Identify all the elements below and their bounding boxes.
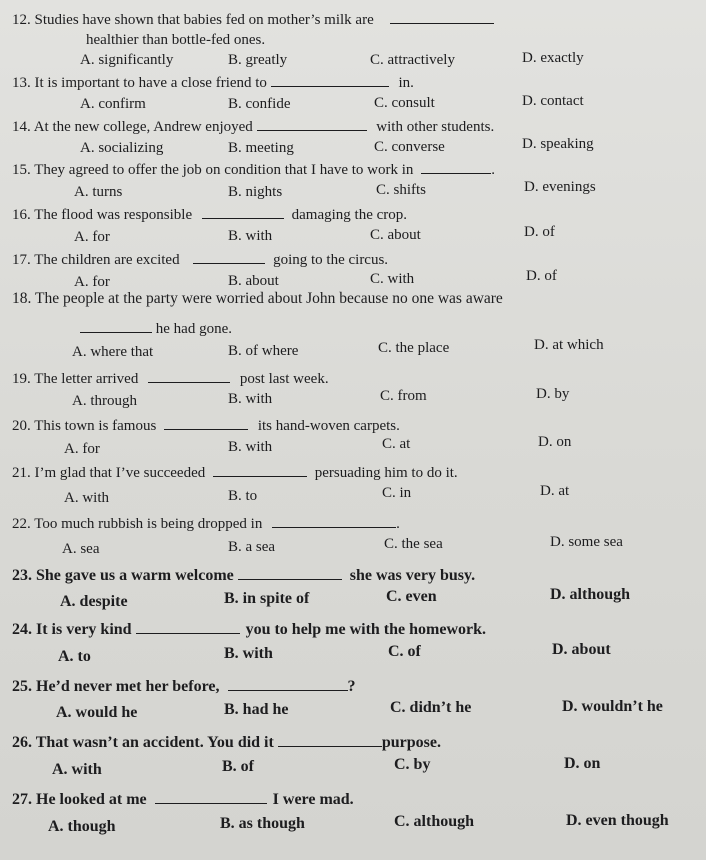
question-stem [12, 789, 698, 809]
answer-blank[interactable] [155, 789, 267, 804]
question-text: She gave us a warm welcome [36, 567, 234, 584]
question-text: It is important to have a close friend to [34, 75, 267, 91]
question-text-after: . [491, 162, 495, 178]
option-d[interactable]: D. speaking [522, 136, 594, 152]
answer-blank[interactable] [257, 116, 367, 131]
question-stem [12, 249, 698, 269]
option-a[interactable]: A. socializing [80, 140, 164, 156]
option-b[interactable]: B. of where [228, 343, 299, 359]
question-stem [12, 204, 698, 224]
question-text: The flood was responsible [34, 207, 193, 223]
question-continuation: healthier than bottle-fed ones. [86, 32, 266, 48]
question-stem [12, 565, 698, 585]
option-c[interactable]: C. consult [374, 95, 435, 111]
question-stem [12, 368, 698, 388]
option-d[interactable]: D. contact [522, 93, 584, 109]
option-c[interactable]: C. didn’t he [390, 699, 472, 716]
question-text: Too much rubbish is being dropped in [34, 516, 263, 532]
question-stem [12, 462, 698, 482]
option-c[interactable]: C. in [382, 485, 412, 501]
option-d[interactable]: D. by [536, 386, 570, 402]
option-b[interactable]: B. to [228, 488, 258, 504]
question-text: The letter arrived [34, 371, 139, 387]
option-b[interactable]: B. with [228, 439, 273, 455]
option-c[interactable]: C. of [388, 643, 421, 660]
option-b[interactable]: B. confide [228, 96, 291, 112]
question-text: He looked at me [36, 791, 147, 808]
option-c[interactable]: C. the place [378, 340, 450, 356]
answer-blank[interactable] [213, 462, 307, 477]
question-number: 18. [12, 290, 32, 307]
option-c[interactable]: C. although [394, 813, 475, 830]
option-c[interactable]: C. shifts [376, 182, 427, 198]
question-stem [12, 9, 698, 29]
question-text: Studies have shown that babies fed on mother’s milk are [34, 12, 374, 28]
option-d[interactable]: D. although [550, 586, 631, 603]
question-number: 21. [12, 465, 31, 481]
option-b[interactable]: B. in spite of [224, 590, 310, 607]
question-continuation: he had gone. [155, 321, 232, 337]
question-stem [12, 72, 698, 92]
question-text-after: . [396, 516, 400, 532]
option-a[interactable]: A. turns [74, 184, 123, 200]
question-stem [12, 513, 698, 533]
question-stem [12, 619, 698, 639]
question-text: I’m glad that I’ve succeeded [34, 465, 206, 481]
answer-blank[interactable] [202, 204, 284, 219]
question-text-after: going to the circus. [273, 252, 389, 268]
question-number: 15. [12, 162, 31, 178]
question-text-after: purpose. [381, 734, 441, 751]
question-text-after: with other students. [376, 119, 495, 135]
option-d[interactable]: D. evenings [524, 179, 596, 195]
question-number: 12. [12, 12, 31, 28]
answer-blank[interactable] [272, 513, 396, 528]
option-a[interactable]: A. with [52, 761, 102, 778]
option-a[interactable]: A. where that [72, 344, 154, 360]
question-text: At the new college, Andrew enjoyed [33, 119, 253, 135]
option-c[interactable]: C. from [380, 388, 427, 404]
option-c[interactable]: C. by [394, 756, 431, 773]
option-a[interactable]: A. for [64, 441, 100, 457]
option-a[interactable]: A. though [48, 818, 116, 835]
question-number: 14. [12, 119, 31, 135]
question-stem [12, 415, 698, 435]
option-a[interactable]: A. for [74, 229, 110, 245]
option-b[interactable]: B. as though [220, 815, 305, 832]
option-a[interactable]: A. sea [62, 541, 100, 557]
question-text: That wasn’t an accident. You did it [35, 734, 274, 751]
question-text-after: in. [398, 75, 414, 91]
option-c[interactable]: C. with [370, 271, 415, 287]
answer-blank[interactable] [421, 159, 491, 174]
question-number: 19. [12, 371, 31, 387]
question-continuation-line [80, 318, 232, 338]
option-b[interactable]: B. with [228, 228, 273, 244]
question-number: 17. [12, 252, 31, 268]
option-a[interactable]: A. would he [56, 704, 138, 721]
question-stem [12, 290, 698, 308]
option-b[interactable]: B. of [222, 758, 254, 775]
answer-blank[interactable] [390, 9, 494, 24]
answer-blank[interactable] [278, 732, 382, 747]
option-b[interactable]: B. greatly [228, 52, 288, 68]
option-d[interactable]: D. at [540, 483, 570, 499]
option-d[interactable]: D. some sea [550, 534, 623, 550]
question-number: 25. [12, 678, 32, 695]
question-number: 27. [12, 791, 32, 808]
option-b[interactable]: B. had he [224, 701, 289, 718]
question-number: 22. [12, 516, 31, 532]
option-a[interactable]: A. significantly [80, 52, 174, 68]
option-d[interactable]: D. on [538, 434, 572, 450]
option-c[interactable]: C. about [370, 227, 421, 243]
question-text-after: persuading him to do it. [314, 465, 458, 481]
question-text-after: you to help me with the homework. [245, 621, 487, 638]
question-text: This town is famous [34, 418, 157, 434]
option-d[interactable]: D. exactly [522, 50, 584, 66]
question-text: He’d never met her before, [36, 678, 220, 695]
question-text-after: damaging the crop. [291, 207, 408, 223]
question-number: 26. [12, 734, 32, 751]
answer-blank[interactable] [80, 318, 152, 333]
question-number: 24. [12, 621, 32, 638]
option-b[interactable]: B. about [228, 273, 279, 289]
question-text-after: its hand-woven carpets. [257, 418, 400, 434]
question-text-after: she was very busy. [349, 567, 476, 584]
option-a[interactable]: A. despite [60, 593, 128, 610]
option-b[interactable]: B. with [228, 391, 273, 407]
option-c[interactable]: C. at [382, 436, 411, 452]
option-b[interactable]: B. with [224, 645, 273, 662]
answer-blank[interactable] [136, 619, 240, 634]
question-text-after: I were mad. [272, 791, 354, 808]
question-text: The children are excited [34, 252, 180, 268]
option-a[interactable]: A. with [64, 490, 109, 506]
option-d[interactable]: D. of [524, 224, 555, 240]
answer-blank[interactable] [228, 676, 348, 691]
question-text-after: ? [347, 678, 356, 695]
option-d[interactable]: D. on [564, 755, 601, 772]
answer-blank[interactable] [193, 249, 265, 264]
question-text-after: post last week. [239, 371, 329, 387]
question-number: 16. [12, 207, 31, 223]
question-stem [12, 159, 698, 179]
option-d[interactable]: D. of [526, 268, 557, 284]
question-stem [12, 732, 698, 752]
question-number: 20. [12, 418, 31, 434]
option-d[interactable]: D. about [552, 641, 611, 658]
answer-blank[interactable] [164, 415, 248, 430]
option-b[interactable]: B. meeting [228, 140, 294, 156]
question-text: They agreed to offer the job on condition that I have to work in [34, 162, 414, 178]
option-d[interactable]: D. wouldn’t he [562, 698, 663, 715]
option-d[interactable]: D. at which [534, 337, 604, 353]
option-b[interactable]: B. a sea [228, 539, 276, 555]
option-d[interactable]: D. even though [566, 812, 669, 829]
question-number: 13. [12, 75, 31, 91]
option-a[interactable]: A. to [58, 648, 91, 665]
option-c[interactable]: C. even [386, 588, 437, 605]
question-text: It is very kind [36, 621, 132, 638]
option-b[interactable]: B. nights [228, 184, 283, 200]
question-stem [12, 116, 698, 136]
question-number: 23. [12, 567, 32, 584]
question-text: The people at the party were worried about John because no one was aware [34, 290, 503, 307]
option-c[interactable]: C. converse [374, 139, 445, 155]
question-stem [12, 676, 698, 696]
option-a[interactable]: A. confirm [80, 96, 146, 112]
answer-blank[interactable] [238, 565, 342, 580]
option-a[interactable]: A. through [72, 393, 137, 409]
option-a[interactable]: A. for [74, 274, 110, 290]
answer-blank[interactable] [271, 72, 389, 87]
answer-blank[interactable] [148, 368, 230, 383]
option-c[interactable]: C. the sea [384, 536, 443, 552]
option-c[interactable]: C. attractively [370, 52, 455, 68]
